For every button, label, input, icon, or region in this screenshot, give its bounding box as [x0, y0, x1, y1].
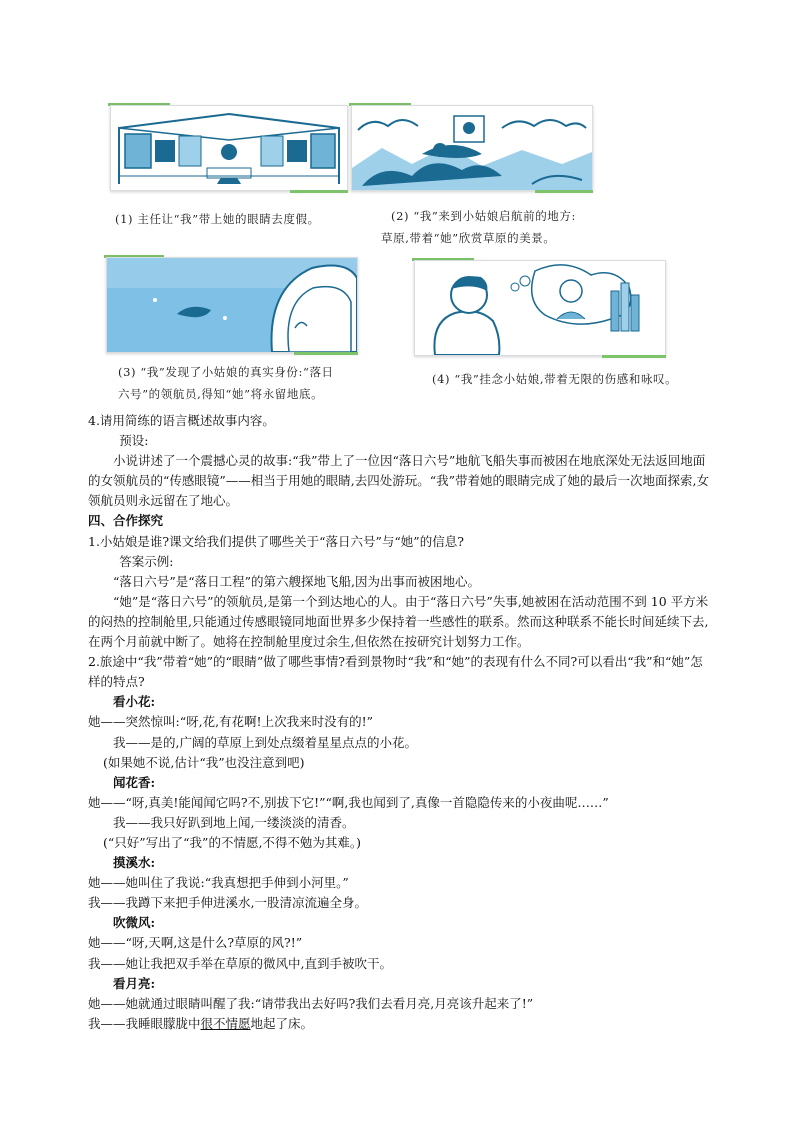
q4-title: 4.请用简练的语言概述故事内容。	[88, 413, 275, 428]
astronaut-profile-illustration	[107, 258, 357, 352]
item-note: (如果她不说,估计“我”也没注意到吧)	[103, 754, 305, 770]
answer-2: “她”是“落日六号”的领航员,是第一个到达地心的人。由于“落日六号”失事,她被困在活动范围不到 10 平方米的闷热的控制舱里,只能通过传感眼镜同地面世界多少保持着一些感性的联系。然而这种联系不能长时间延续下去,在两个月前就中断了。她将在控制舱里度过余生,但依然在按研究计划努力工作。	[88, 593, 709, 650]
panel-2-caption: (2) “我”来到小姑娘启航前的地方: 草原,带着“她”欣赏草原的美景。	[381, 209, 576, 245]
item-heading: 闻花香:	[113, 774, 156, 790]
office-scene-illustration	[111, 106, 347, 190]
comic-panel-1	[110, 105, 348, 191]
item-line: 她——她就通过眼睛叫醒了我:“请带我出去好吗?我们去看月亮,月亮该升起来了!”	[88, 995, 534, 1011]
last-line: 我——我睡眼朦胧中很不情愿地起了床。	[88, 1015, 314, 1031]
panel-4-caption: (4) “我”挂念小姑娘,带着无限的伤感和咏叹。	[432, 372, 678, 386]
item-note: (“只好”写出了“我”的不情愿,不得不勉为其难。)	[103, 834, 362, 850]
item-line: 她——突然惊叫:“呀,花,有花啊!上次我来时没有的!”	[88, 714, 373, 730]
underlined-phrase: 很不情愿	[200, 1015, 251, 1031]
item-line: 我——她让我把双手举在草原的微风中,直到手被吹干。	[88, 955, 392, 971]
panel-3-caption: (3) “我”发现了小姑娘的真实身份:“落日 六号”的领航员,得知“她”将永留地底。	[118, 365, 334, 401]
answer-label: 答案示例:	[119, 553, 174, 569]
comic-panel-2	[351, 105, 593, 191]
comic-panel-3	[106, 257, 358, 353]
comic-panel-4	[414, 260, 666, 356]
item-line: 她——“呀,真美!能闻闻它吗?不,别拔下它!”“啊,我也闻到了,真像一首隐隐传来的小夜曲呢……”	[88, 794, 609, 810]
item-line: 我——我蹲下来把手伸进溪水,一股清凉流遍全身。	[88, 895, 367, 911]
q1-text: 1.小姑娘是谁?课文给我们提供了哪些关于“落日六号”与“她”的信息?	[88, 533, 464, 549]
grassland-scene-illustration	[352, 106, 592, 190]
item-heading: 摸溪水:	[113, 855, 156, 871]
panel-1-caption: (1) 主任让“我”带上她的眼睛去度假。	[115, 212, 320, 226]
item-line: 我——我只好趴到地上闻,一缕淡淡的清香。	[113, 814, 355, 830]
man-thinking-illustration	[415, 261, 665, 355]
preset-label: 预设:	[119, 433, 149, 449]
item-line: 她——“呀,天啊,这是什么?草原的风?!”	[88, 935, 303, 951]
item-heading: 吹微风:	[113, 915, 156, 931]
item-line: 她——她叫住了我说:“我真想把手伸到小河里。”	[88, 875, 349, 891]
q4-answer: 小说讲述了一个震撼心灵的故事:“我”带上了一位因“落日六号”地航飞船失事而被困在地底深处无法返回地面的女领航员的“传感眼镜”——相当于用她的眼睛,去四处游玩。“我”带着她的眼睛完成了她的最后一次地面探索,女领航员则永远留在了地心。	[88, 453, 710, 509]
q2-text: 2.旅途中“我”带着“她”的“眼睛”做了哪些事情?看到景物时“我”和“她”的表现有什么不同?可以看出“我”和“她”怎样的特点?	[88, 654, 703, 690]
section-heading: 四、合作探究	[88, 513, 164, 529]
answer-1: “落日六号”是“落日工程”的第六艘探地飞船,因为出事而被困地心。	[113, 573, 481, 589]
item-heading: 看小花:	[113, 694, 156, 710]
lesson-body	[88, 411, 713, 1034]
item-line: 我——是的,广阔的草原上到处点缀着星星点点的小花。	[113, 734, 417, 750]
item-heading: 看月亮:	[113, 975, 156, 991]
